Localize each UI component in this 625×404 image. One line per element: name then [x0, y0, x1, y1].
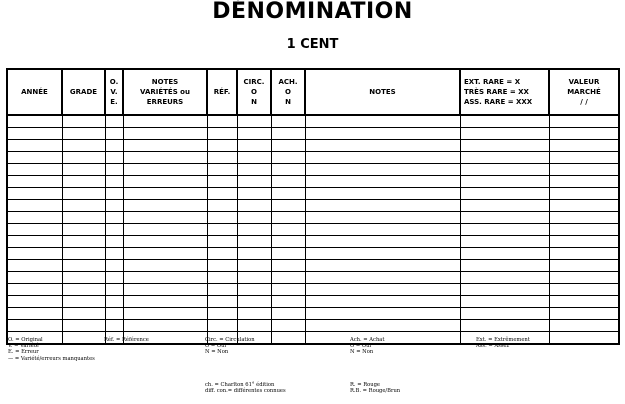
table-row	[7, 140, 619, 152]
table-cell	[271, 308, 305, 320]
table-cell	[237, 272, 271, 284]
table-cell	[123, 284, 207, 296]
table-cell	[123, 224, 207, 236]
table-cell	[460, 212, 549, 224]
table-cell	[460, 224, 549, 236]
table-cell	[207, 224, 237, 236]
table-cell	[105, 308, 123, 320]
table-cell	[237, 296, 271, 308]
table-row	[7, 248, 619, 260]
legend-item: — = Variété/erreurs manquantes	[8, 355, 95, 362]
table-cell	[62, 272, 105, 284]
table-cell	[105, 176, 123, 188]
table-cell	[305, 176, 460, 188]
legend-block-3	[205, 337, 255, 356]
table-cell	[7, 200, 62, 212]
table-cell	[123, 212, 207, 224]
table-cell	[123, 188, 207, 200]
table-cell	[62, 236, 105, 248]
legend-item: ch. = Charlton 61° édition	[205, 382, 275, 388]
table-cell	[549, 320, 619, 332]
table-cell	[7, 140, 62, 152]
table-cell	[549, 308, 619, 320]
table-cell	[123, 296, 207, 308]
table-cell	[105, 284, 123, 296]
table-row	[7, 224, 619, 236]
table-cell	[123, 140, 207, 152]
col-header-ref: RÉF.	[207, 69, 237, 115]
table-cell	[207, 140, 237, 152]
legend-block-5	[476, 337, 530, 349]
table-cell	[305, 296, 460, 308]
table-cell	[305, 284, 460, 296]
legend-block-7	[350, 382, 400, 394]
table-cell	[271, 212, 305, 224]
table-cell	[62, 140, 105, 152]
table-cell	[123, 236, 207, 248]
table-row	[7, 176, 619, 188]
table-cell	[460, 200, 549, 212]
col-header-annee: ANNÉE	[7, 69, 62, 115]
table-cell	[207, 272, 237, 284]
table-cell	[207, 212, 237, 224]
table-cell	[62, 260, 105, 272]
table-cell	[237, 308, 271, 320]
table-row	[7, 152, 619, 164]
table-cell	[549, 236, 619, 248]
table-cell	[123, 200, 207, 212]
legend-item: E. = Erreur	[8, 349, 39, 356]
table-cell	[305, 188, 460, 200]
table-cell	[549, 260, 619, 272]
table-cell	[460, 188, 549, 200]
table-cell	[105, 128, 123, 140]
table-cell	[105, 200, 123, 212]
table-cell	[62, 224, 105, 236]
legend-block-2	[104, 337, 149, 343]
table-cell	[271, 128, 305, 140]
table-cell	[105, 115, 123, 128]
table-cell	[7, 224, 62, 236]
table-header-row	[7, 69, 619, 115]
legend-item: Ach. = Achat	[350, 337, 385, 343]
table-cell	[460, 284, 549, 296]
table-cell	[305, 320, 460, 332]
table-cell	[7, 115, 62, 128]
table-cell	[237, 115, 271, 128]
table-cell	[549, 332, 619, 345]
table-cell	[123, 176, 207, 188]
table-cell	[271, 236, 305, 248]
table-cell	[549, 188, 619, 200]
coin-record-table	[6, 68, 620, 345]
table-cell	[271, 164, 305, 176]
table-cell	[237, 236, 271, 248]
table-cell	[305, 236, 460, 248]
table-cell	[207, 284, 237, 296]
table-cell	[271, 332, 305, 345]
table-cell	[105, 296, 123, 308]
table-cell	[105, 248, 123, 260]
legend-item: R.B. = Rouge/Brun	[350, 388, 401, 395]
table-cell	[305, 152, 460, 164]
table-row	[7, 296, 619, 308]
table-cell	[271, 248, 305, 260]
table-cell	[123, 260, 207, 272]
table-cell	[207, 248, 237, 260]
table-cell	[62, 176, 105, 188]
table-cell	[237, 212, 271, 224]
table-cell	[460, 176, 549, 188]
col-header-grade: GRADE	[62, 69, 105, 115]
table-cell	[105, 212, 123, 224]
table-cell	[123, 308, 207, 320]
table-cell	[460, 115, 549, 128]
table-cell	[271, 200, 305, 212]
table-cell	[305, 140, 460, 152]
table-cell	[105, 272, 123, 284]
table-row	[7, 188, 619, 200]
legend-item: O = Oui	[350, 343, 372, 350]
table-cell	[460, 128, 549, 140]
table-cell	[305, 212, 460, 224]
table-cell	[237, 224, 271, 236]
table-cell	[549, 284, 619, 296]
table-cell	[271, 296, 305, 308]
col-header-notes-varietes: NOTES VARIÉTÉS ou ERREURS	[123, 69, 207, 115]
table-cell	[305, 272, 460, 284]
table-cell	[237, 164, 271, 176]
table-cell	[271, 188, 305, 200]
table-row	[7, 320, 619, 332]
table-cell	[237, 200, 271, 212]
table-cell	[207, 176, 237, 188]
table-cell	[271, 176, 305, 188]
table-row	[7, 236, 619, 248]
table-cell	[237, 320, 271, 332]
table-cell	[207, 128, 237, 140]
table-cell	[305, 164, 460, 176]
table-cell	[237, 140, 271, 152]
table-cell	[271, 320, 305, 332]
col-header-valeur: VALEUR MARCHÉ / /	[549, 69, 619, 115]
table-cell	[237, 260, 271, 272]
col-header-rarete: EXT. RARE = X TRÈS RARE = XX ASS. RARE = XXX	[460, 69, 549, 115]
table-cell	[237, 176, 271, 188]
table-cell	[105, 260, 123, 272]
table-cell	[105, 140, 123, 152]
table-cell	[549, 115, 619, 128]
col-header-circ: CIRC. O N	[237, 69, 271, 115]
table-row	[7, 164, 619, 176]
table-cell	[123, 248, 207, 260]
table-cell	[460, 248, 549, 260]
table-cell	[62, 200, 105, 212]
table-cell	[460, 140, 549, 152]
legend-item: N = Non	[205, 349, 229, 356]
table-cell	[7, 296, 62, 308]
table-cell	[123, 320, 207, 332]
table-cell	[237, 152, 271, 164]
table-cell	[123, 272, 207, 284]
table-row	[7, 200, 619, 212]
table-cell	[123, 128, 207, 140]
table-cell	[7, 236, 62, 248]
table-row	[7, 128, 619, 140]
legend-item: Ext. = Extrêmement	[476, 337, 530, 343]
legend-block-1	[8, 337, 95, 362]
table-cell	[7, 308, 62, 320]
table-row	[7, 272, 619, 284]
table-cell	[305, 248, 460, 260]
table-cell	[62, 248, 105, 260]
table-cell	[271, 152, 305, 164]
table-cell	[7, 272, 62, 284]
table-cell	[305, 115, 460, 128]
table-cell	[62, 296, 105, 308]
table-cell	[305, 260, 460, 272]
table-cell	[549, 128, 619, 140]
table-cell	[460, 260, 549, 272]
table-cell	[207, 188, 237, 200]
col-header-ove: O. V. E.	[105, 69, 123, 115]
table-cell	[62, 284, 105, 296]
table-cell	[123, 152, 207, 164]
table-cell	[62, 115, 105, 128]
col-header-ach: ACH. O N	[271, 69, 305, 115]
table-row	[7, 260, 619, 272]
table-row	[7, 212, 619, 224]
table-cell	[271, 115, 305, 128]
table-cell	[460, 296, 549, 308]
table-cell	[271, 260, 305, 272]
table-cell	[7, 320, 62, 332]
table-cell	[105, 320, 123, 332]
table-cell	[7, 164, 62, 176]
table-cell	[105, 188, 123, 200]
table-cell	[271, 272, 305, 284]
table-cell	[62, 188, 105, 200]
table-cell	[549, 152, 619, 164]
table-cell	[237, 188, 271, 200]
table-row	[7, 284, 619, 296]
table-cell	[105, 236, 123, 248]
legend-block-4	[350, 337, 384, 356]
table-cell	[7, 188, 62, 200]
table-cell	[7, 260, 62, 272]
table-cell	[237, 248, 271, 260]
table-cell	[207, 236, 237, 248]
table-cell	[7, 176, 62, 188]
table-cell	[7, 284, 62, 296]
table-cell	[549, 164, 619, 176]
table-cell	[7, 212, 62, 224]
table-row	[7, 308, 619, 320]
legend-item: Réf. = Référence	[104, 337, 149, 343]
table-cell	[549, 200, 619, 212]
table-cell	[271, 284, 305, 296]
table-cell	[123, 115, 207, 128]
table-cell	[105, 152, 123, 164]
table-cell	[62, 212, 105, 224]
table-row	[7, 115, 619, 128]
table-cell	[271, 224, 305, 236]
page-subtitle: 1 CENT	[286, 37, 339, 52]
table-cell	[7, 248, 62, 260]
table-cell	[549, 212, 619, 224]
table-cell	[305, 224, 460, 236]
table-cell	[207, 320, 237, 332]
table-cell	[549, 176, 619, 188]
table-cell	[237, 128, 271, 140]
page-title: DÉNOMINATION	[212, 0, 413, 24]
table-cell	[549, 140, 619, 152]
table-cell	[123, 164, 207, 176]
table-cell	[62, 164, 105, 176]
table-cell	[460, 236, 549, 248]
legend-item: Ass. = Assez	[476, 343, 510, 350]
col-header-notes: NOTES	[305, 69, 460, 115]
table-cell	[62, 308, 105, 320]
legend-item: O. = Original	[8, 337, 43, 343]
table-cell	[460, 164, 549, 176]
legend-item: diff. con.= différentes connues	[205, 388, 286, 395]
table-cell	[207, 200, 237, 212]
table-cell	[460, 272, 549, 284]
table-cell	[549, 224, 619, 236]
table-cell	[7, 128, 62, 140]
table-cell	[237, 284, 271, 296]
table-cell	[62, 152, 105, 164]
table-cell	[460, 320, 549, 332]
table-cell	[305, 128, 460, 140]
table-cell	[7, 152, 62, 164]
legend-item: V. = Variété	[8, 343, 39, 350]
table-cell	[305, 308, 460, 320]
legend-item: O = Oui	[205, 343, 227, 350]
table-cell	[549, 272, 619, 284]
legend-block-6	[205, 382, 286, 394]
table-cell	[207, 260, 237, 272]
table-cell	[305, 200, 460, 212]
table-cell	[460, 308, 549, 320]
table-cell	[460, 152, 549, 164]
table-cell	[207, 296, 237, 308]
table-cell	[549, 296, 619, 308]
table-cell	[207, 164, 237, 176]
table-cell	[207, 152, 237, 164]
table-cell	[207, 308, 237, 320]
table-cell	[105, 224, 123, 236]
legend-item: R. = Rouge	[350, 382, 380, 388]
table-cell	[207, 115, 237, 128]
legend-item: N = Non	[350, 349, 374, 356]
table-cell	[62, 320, 105, 332]
table-cell	[549, 248, 619, 260]
table-cell	[62, 128, 105, 140]
legend-item: Circ. = Circulation	[205, 337, 255, 343]
table-cell	[271, 140, 305, 152]
table-cell	[105, 164, 123, 176]
